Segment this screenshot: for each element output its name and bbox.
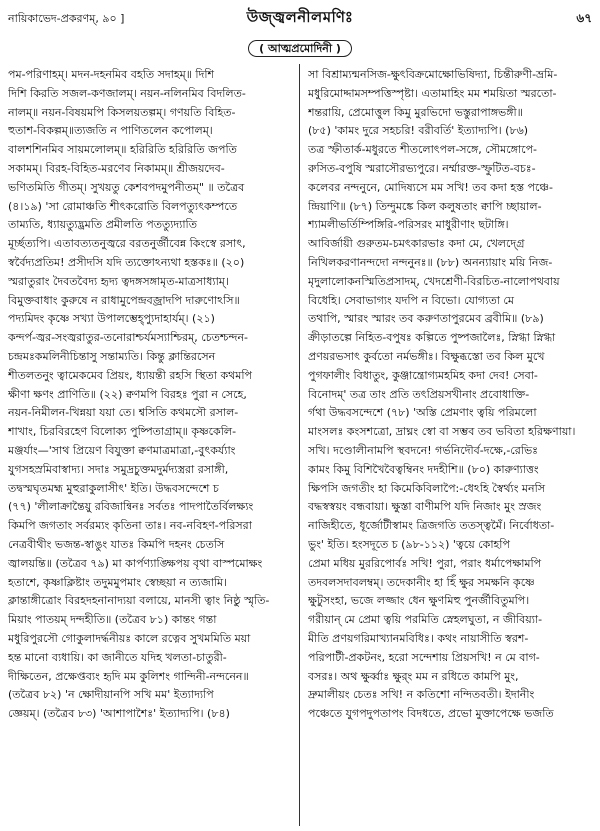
text-line: মধুরিমোদ্দামসম্পত্তিস্পৃষ্টা। এতামাহিং মম শময়িতা স্মরতো- — [308, 86, 557, 100]
text-line: ক্ষিপসি জগতীং হা কিমেকিবিলাপৈ:-ধেঽহি স্বৈর্থ্যং মনসি — [308, 481, 546, 495]
text-line: পদ্যমিদং কৃষ্ণে সখ্যা উপালম্ভেহ্প্যুদাহার্যম্। (২১) — [8, 312, 215, 326]
text-line: নেত্রবীথীং ভজন্ত-স্বাঙুং যাতঃ কিমপি দহনং চেতসি — [8, 537, 225, 551]
text-line: নালম্॥ নয়ন-বিষয়মপি কিসলয়তল্পম্। গণয়তি বিহিত- — [8, 105, 236, 119]
text-line: মূর্চ্ছত্যপি। এতাবত্যতনুজ্বরে বরতনুর্জীবেন্ন কিংস্বে রসাৎ, — [8, 237, 246, 251]
text-line: রুসিত-বপুষি স্মরাসৌরভ্যপুরে। নর্ম্মারক্ত-স্ফুটিত-বচঃ- — [308, 161, 536, 175]
text-line: বিমুক্তবাধাং কুরুষে ন রাধামুপেন্দ্রবজ্রাদপি দারুণোঽসি॥ — [8, 293, 240, 307]
text-line: শ্যামলীভর্তিম্পিঙ্গিরি-পরিসরং মাধুরীণাং ছটাঙ্গি। — [308, 218, 509, 232]
text-line: ন্দ্রিয়াণি॥ (৮৭) তিন্দুমঙ্কে কিল কলুষতাং ক্বাপি চ্ছায়াল- — [308, 199, 542, 213]
text-line: কলেবর নন্দনুনে, মোদিষ্যসে মম সখি! তব কদা হস্ত পঞ্চে- — [308, 180, 553, 194]
text-line: পরিপাটী-প্রকটনং, হরো সন্দেশায় প্রিয়সখি! ন মে বাগ- — [308, 650, 540, 664]
text-line: মধুরিপুরসৌ গোকুলাদর্দ্ধনীয়ঃ কালে রত্নেব সুখমমিতি ময়া — [8, 631, 251, 645]
text-line: ভুং' ইতি। হংসদূতে চ (৯৮-১১২) 'ত্বয়ে কোহপি — [308, 537, 510, 551]
text-line: তথাপি, স্মারং স্মারং তব করুণতাপুরমেব ব্রবীমি॥ (৮৯) — [308, 312, 544, 326]
text-line: সখি। দণ্ডোলীনামপি স্থবদনে! গর্ভনিদৌর্ব-দক্ষে,-রেভিঃ — [308, 443, 539, 457]
text-line: নাজিহীতে, ধূর্জোটীস্বামং ত্রিজগতি ততস্ত্বমৈঁ। নির্বোধতা- — [308, 519, 555, 533]
text-line: মীতি প্রণয়গরিমাখ্যানমবিধিঃ। কথং নায়াসীতি স্বরশ- — [308, 631, 529, 645]
text-line: বিধেহি। সেবাভাগ্যং যদপি ন বিভো। যোগ্যতা মে — [308, 293, 514, 307]
text-line: গরীয়ান্ মে প্রেমা ত্বয়ি পরমিতি স্নেহলঘুতা, ন জীবিয়্যা- — [308, 613, 543, 627]
text-line: র্গথা উদ্ধবসন্দেশে (৭৮) 'অস্তি প্রেমণাং ত্বয়ি পরিমলো — [308, 406, 537, 420]
left-column — [8, 66, 290, 826]
text-line: পম-পরিণাহম্। মদন-দহনমিব বহতি সদাহম্॥ দিশি — [8, 68, 215, 81]
text-line: পঞ্চেতে যুগপদুপতাপং বিদধতে, প্রভো মুক্তাপেক্ষে ভজতি — [308, 707, 554, 721]
text-line: দিশি কিরতি সজল-কণজালম্। নয়ন-নলিনমিব বিদলিত- — [8, 86, 246, 100]
text-line: মিয়াং পাতয়ম্ দন্দহীতি॥ (তত্রৈব ৮১) কান্তং গন্তা — [8, 613, 217, 627]
text-line: কামং কিমু বিশিখৈবৈত্বম্বিনং দদহীশি॥ (৮০) কারুণ্যাত্তং — [308, 462, 539, 476]
text-line: মৃদুলালোকনস্মিতিপ্রসাদম্, খেদশ্রেণী-বিরচিত-নালোপথবায় — [308, 274, 560, 288]
text-line: স্বর্বৈদ্যপ্রতিম! প্রসীদসি যদি ত্যক্তোঽন্যথা হস্তকঃ॥ (২০) — [8, 255, 245, 269]
text-line: নিখিলকরণানন্দদো নন্দনুনঃ॥ (৮৮) অনন্যায়াং ময়ি নিজ- — [308, 255, 553, 269]
text-line: শীতলতনুং ত্বামেকমেব প্রিয়ং, ধ্যায়ন্তী রহসি স্থিতা কথমপি — [8, 368, 253, 382]
text-line: ক্ষীণা ক্ষণং প্রাণিতি॥ (২২) ক্বণমপি বিরহঃ পুরা ন সেহে, — [8, 387, 247, 401]
commentary-title-text: ( আত্মপ্রমোদিনী ) — [248, 40, 352, 57]
text-line: ক্লান্তাঙ্গীত্রোং বিরহদহনানাদ্যয়া বলায়ে, মানসী ত্বাং নিষ্ঠু স্মৃতি- — [8, 594, 270, 608]
text-line: স্মরাতুরাং দৈবতবৈদ্য হৃদ্য ত্বদঙ্গসঙ্গামৃত-মাত্রসাধ্যাম্। — [8, 274, 229, 288]
text-line: প্রেমা মধিয় মুররিপোর্বঃ সখি! পুরা, পরাং ধর্মাপেক্ষামপি — [308, 556, 542, 570]
text-line: (৪।১৯) 'সা রোমাঞ্চতি শীৎকরোতি বিলপত্যুৎকম্পতে — [8, 199, 238, 213]
text-line: (তত্রৈব ৮২) 'ন ক্ষোদীয়ানপি সখি মম' ইত্যাদ্যপি — [8, 688, 214, 702]
text-line: হুতাশ-বিকল্পম্॥ত্যজতি ন পাণিতলেন কপোলম্। — [8, 124, 213, 138]
text-line: প্রণয়রভসাৎ কুর্বতো নর্মভঙ্গীঃ। বিক্ষুব্ধস্তো তব কিল মুখে — [308, 349, 545, 363]
text-line: মাংসলঃ কংসশত্রো, দ্রাঘ্নং স্বো বা সম্ভব তব ভবিতা হরিক্ষণায়া। — [308, 425, 576, 439]
text-line: যুগসহস্রমিবাস্বাদ্য। সদাঃ সমুদ্রচুক্তমদুর্মদ্যস্ত্ররা রসাঙ্গী, — [8, 462, 229, 476]
text-line: নয়ন-নিমীলন-খিন্নয়া যয়া তে। শ্বসিতি কথমসৌ রসাল- — [8, 406, 239, 420]
text-line: বালশশিনমিব সায়মলোলম্॥ হরিরিতি হরিরিতি জপতি — [8, 143, 237, 157]
text-line: তদবলসদাবলম্বম্। তদেকানীং হা হিঁ ক্ষুর সমক্ষনি কৃষ্ণে — [308, 575, 535, 589]
running-head-left: নায়িকাভেদ-প্রকরণম্, ৯০ ] — [8, 12, 125, 25]
text-line: (৭৭) 'লীলাক্রান্তৈয়ু রবিজান্বিনঃ সর্বতঃ পাদপাতৈর্বিলক্ষ্যং — [8, 500, 254, 514]
text-line: তদ্বস্মঘৃতমহ্ম মুহুরাকুলাসীৎ' ইতি। উদ্ধবসন্দেশে চ — [8, 481, 219, 495]
text-line: ক্রীড়াতল্পে নিহিত-বপুষঃ কল্পিতে পুষ্পজালৈঃ, স্নিগ্ধা স্নিগ্ধা — [308, 331, 556, 345]
column-divider — [299, 64, 300, 826]
text-line: (৮৫) 'কামং দুরে সহচরি! বরীবর্তি' ইত্যাদ্যপি। (৮৬) — [308, 124, 529, 138]
text-line: হন্ত মানো ব্যধায়ি। কা জানীতে যদিহ খলতা-চাতুরী- — [8, 650, 227, 664]
text-line: জ্বালয়ন্তি॥ (তত্রৈব ৭৯) মা কার্পণ্যাঙ্ক্ষিপয় বৃথা বাস্পমোক্ষং — [8, 556, 263, 570]
text-line: ক্ষুটুসংহা, ভজে লজ্জাং ধেন ক্ষুণমিহু পুনর্জীবিতুমপি। — [308, 594, 530, 608]
page-header — [8, 6, 592, 28]
text-line: তাম্যতি, ধ্যায়ত্যুদ্ভ্রমতি প্রমীলতি পতত্যুদ্যাতি — [8, 218, 197, 232]
text-line: পুগফালীং বিধাতুং, কুঞ্জান্ত্রোগ্যমহমিহ কদা দেব! সেবা- — [308, 368, 538, 382]
text-line: চন্দ্রমঃকমলিনীচিন্তাসু সন্তাম্যতি। কিন্তু ক্লান্তিরসেন — [8, 349, 216, 363]
text-line: দীক্ষিতেন, প্রক্ষেপ্তব্যং হৃদি মম কুলিশং গান্দিনী-নন্দনেন॥ — [8, 669, 249, 683]
text-line: ভণিতমিতি গীতম্। সুখয়তু কেশবপদমুপনীতম্" ॥ তত্রৈব — [8, 180, 245, 194]
text-line: কিমপি জগতাং সর্বরম্যং কৃতিনা তাঃ। নব-নবিহণ-পরিসরা — [8, 519, 252, 533]
right-column — [308, 66, 594, 826]
text-line: সা বিশ্রাম্যন্মনসিজ-ক্ষুৎবিক্রমোক্ষোভিষিদ্যা, চিন্তীরুণী-ভ্রমি- — [308, 68, 558, 81]
text-line: মঞ্জর্যাং—'সাথ প্রিয়েণ বিযুক্তা ক্বণমাত্রমাত্রা,-বুৎকর্য্যাং — [8, 443, 236, 457]
text-line: বদ্ধস্বস্বয়ং বন্ধবায়া। ক্ষুস্তা বাণীমপি যদি নিজাং মুং স্রজং — [308, 500, 542, 514]
text-line: দ্রুমালীয়ং চেতঃ সখি! ন কতিশো নন্দিতবতী। ইদানীং — [308, 688, 535, 702]
text-line: শন্তরায়ি, প্রেমোত্তুল কিমু মুরভিদো ভস্তুরাপাঙ্গভঙ্গী॥ — [308, 105, 523, 119]
text-line: জ্ঞেয়ম্। (তত্রৈব ৮৩) 'আশাপাশৈঃ' ইত্যাদ্যপি। (৮৪) — [8, 707, 230, 721]
text-line: আবির্জায়ী গুরুতম-চমৎকারভাঃ কদা মে, খেলদ্গ্ৰে — [308, 237, 525, 251]
text-line: হতাশে, কৃষ্ণাক্লিষ্টাং তদুমমুপমাং স্বেচ্ছয়া ন ত্যজামি। — [8, 575, 228, 589]
page-number: ৬৭ — [576, 11, 592, 25]
text-line: তত্র স্ফীতাৰ্ক-মধুরতে শীতলোৎপল-সঙ্গে, সৌমঙ্গোপে- — [308, 143, 538, 157]
text-line: বিনোদম্' তত্র তাং প্রতি তৎপ্রিয়সখীনাং প্রবোধাক্তি- — [308, 387, 530, 401]
commentary-title — [0, 40, 600, 59]
text-line: বসরঃ। অথ ক্ষুৰ্ব্বাঃ ক্ষুর্ং মম ন রধিতে কামপি মুং, — [308, 669, 519, 683]
text-line: কন্দর্প-জ্বর-সংজ্বরাতুর-তনোরাশ্চর্যমস্যাশ্চিরম্, চেতশ্চন্দন- — [8, 331, 248, 345]
book-title: উজ্জ্বলনীলমণিঃ — [246, 8, 354, 26]
text-line: সকামম্। বিরহ-বিহিত-মরণেব নিকামম্॥ শ্রীজয়দেব- — [8, 161, 225, 175]
text-line: শাখাং, চিরবিরহেণ বিলোক্য পুষ্পিতাগ্রাম্॥ কৃষ্ণকেলি- — [8, 425, 237, 439]
